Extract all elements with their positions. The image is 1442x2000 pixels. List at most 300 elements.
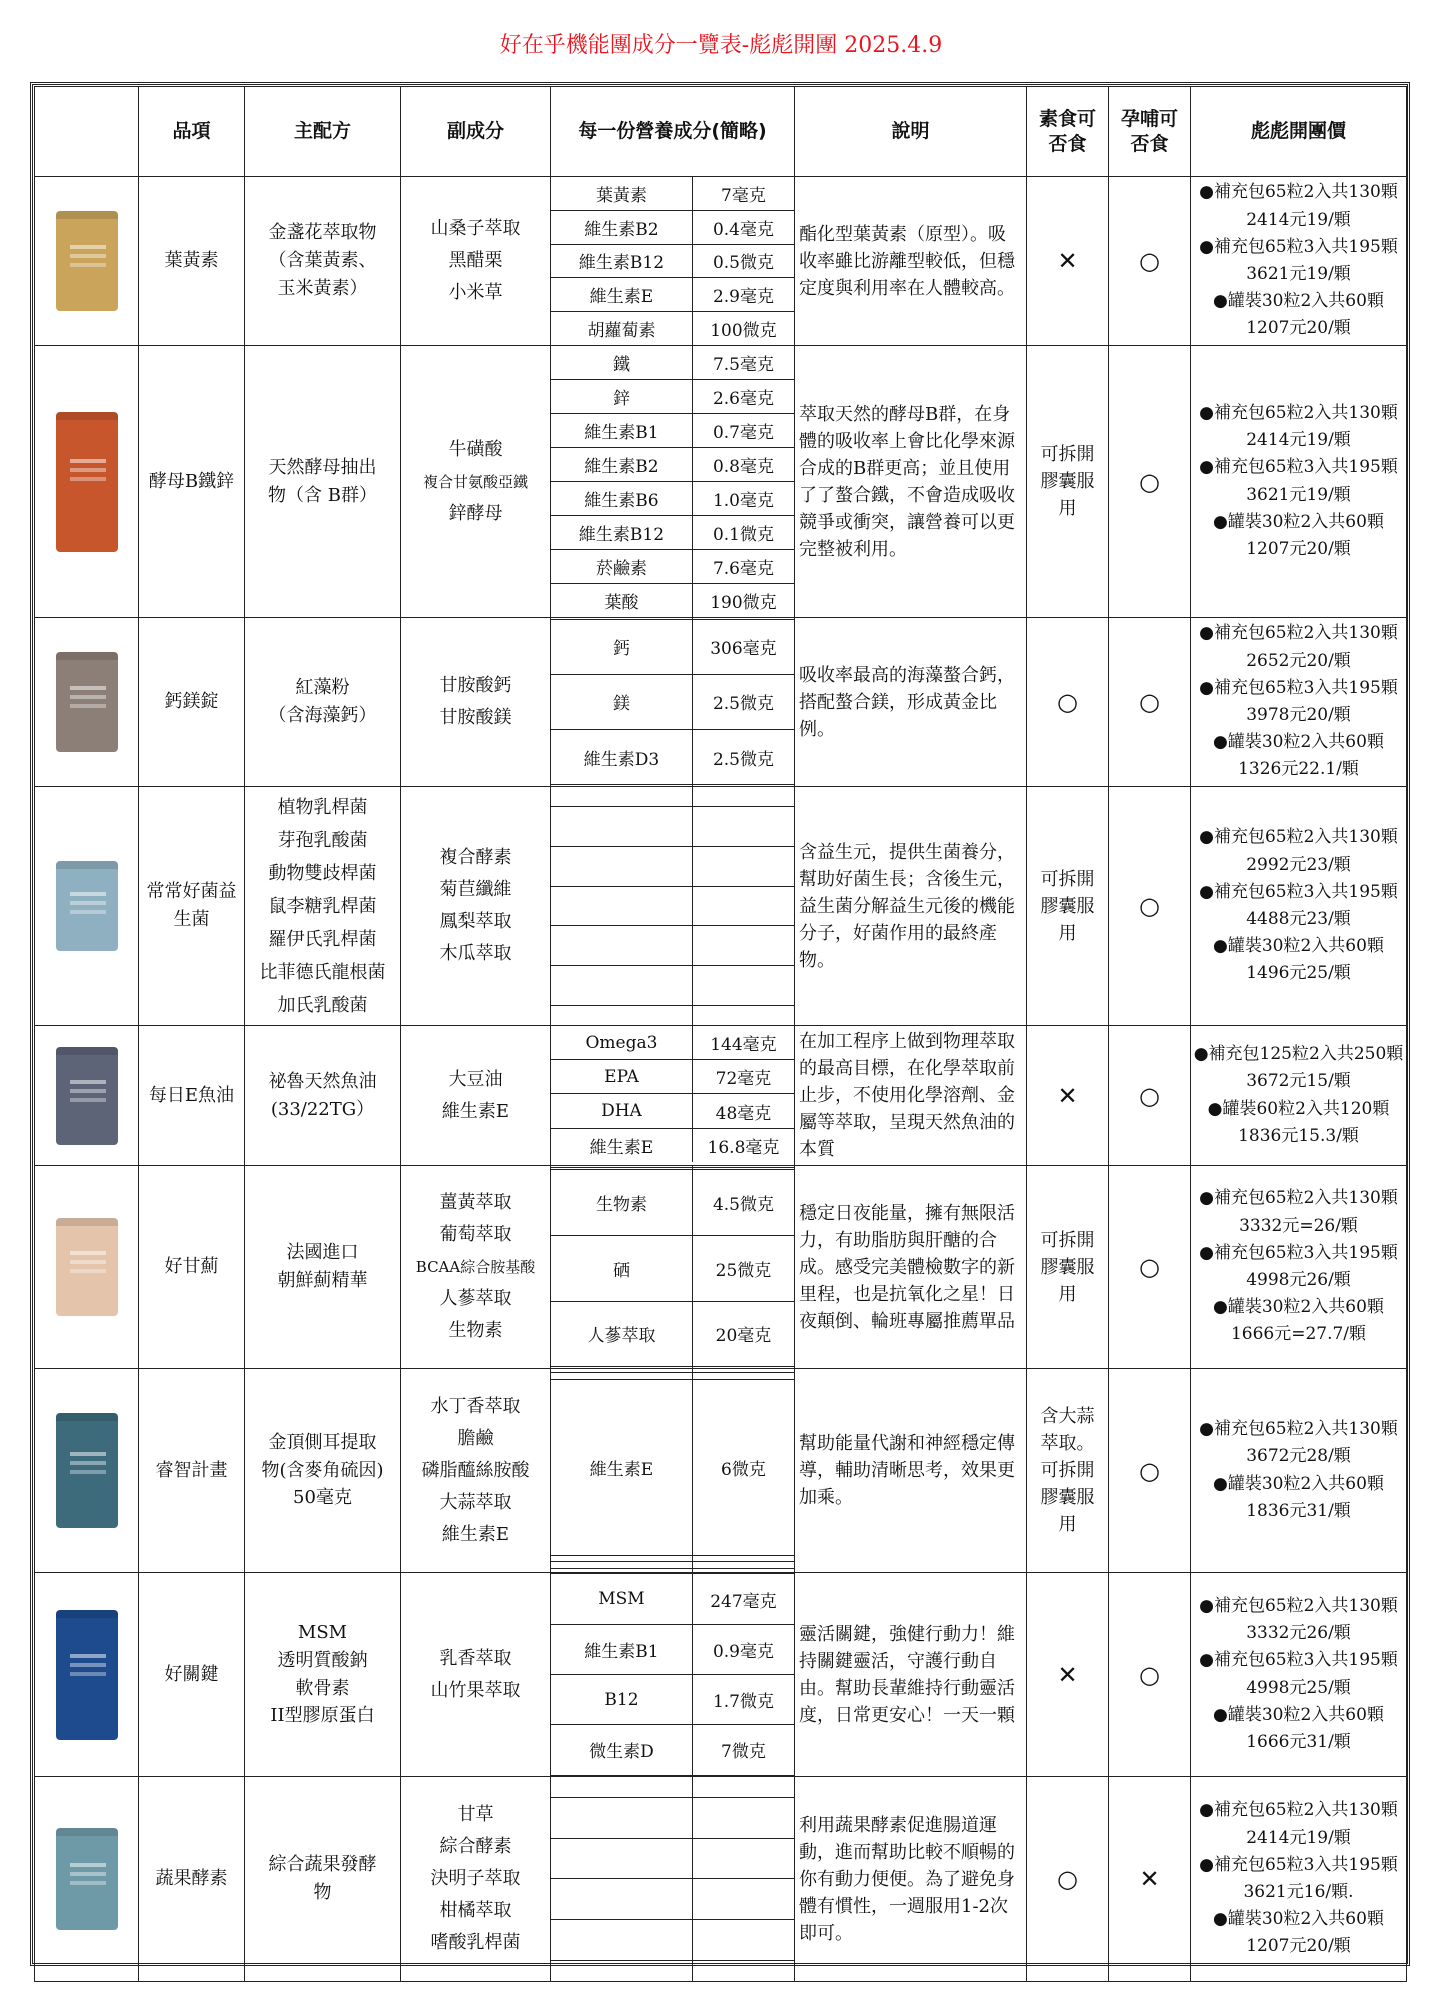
header-main-formula: 主配方 <box>245 87 401 177</box>
sub-ingredient-line: 大蒜萃取 <box>439 1491 512 1513</box>
main-formula-line: 芽孢乳酸菌 <box>277 829 368 851</box>
nutrition-cell <box>551 787 795 1026</box>
nutrient-amount: 25微克 <box>692 1235 794 1301</box>
price-option: ●補充包65粒2入共130顆3332元=26/顆 <box>1199 1188 1398 1236</box>
page-title: 好在乎機能團成分一覽表-彪彪開團 2025.4.9 <box>499 33 943 58</box>
vegetarian-status: ✕ <box>1027 1573 1109 1777</box>
header-product: 品項 <box>139 87 245 177</box>
table-row <box>35 1573 1407 1777</box>
nutrient-name: 人蔘萃取 <box>551 1301 692 1367</box>
nutrient-amount: 247毫克 <box>692 1574 794 1624</box>
group-buy-price <box>1191 787 1407 1026</box>
sub-ingredient-line: 菊苣纖維 <box>439 879 512 900</box>
nutrition-row <box>551 1301 794 1367</box>
vegetarian-status: ○ <box>1027 1777 1109 1982</box>
nutrient-amount <box>692 1777 794 1797</box>
product-pouch-icon <box>56 652 118 752</box>
nutrition-row <box>551 1379 794 1555</box>
nutrient-amount: 0.5微克 <box>692 244 794 278</box>
nutrient-amount <box>692 1562 794 1569</box>
pregnancy-status: ○ <box>1109 177 1191 346</box>
group-buy-price <box>1191 346 1407 618</box>
nutrient-amount: 144毫克 <box>692 1026 794 1060</box>
nutrient-name <box>551 807 692 847</box>
product-pouch-icon <box>56 861 118 951</box>
table-row <box>35 1777 1407 1982</box>
price-option: ●補充包65粒2入共130顆2992元23/顆 <box>1199 827 1398 875</box>
price-option: ●補充包65粒2入共130顆2414元19/顆 <box>1199 182 1398 230</box>
nutrient-amount: 4.5微克 <box>692 1170 794 1236</box>
nutrition-table <box>551 1777 794 1981</box>
price-option: ●補充包65粒2入共130顆2414元19/顆 <box>1199 402 1398 451</box>
price-option: ●補充包65粒2入共130顆3672元28/顆 <box>1199 1419 1398 1467</box>
nutrition-row <box>551 278 794 312</box>
main-formula-line: 綜合蔬果發酵 <box>268 1854 377 1876</box>
main-formula-line: (33/22TG） <box>270 1098 375 1120</box>
nutrition-row <box>551 926 794 966</box>
nutrient-name <box>551 787 692 807</box>
product-description: 含益生元，提供生菌養分，幫助好菌生長；含後生元，益生菌分解益生元後的機能分子，好菌作用的最終產物。 <box>795 787 1027 1026</box>
sub-ingredient-line: 人蔘萃取 <box>439 1288 512 1309</box>
sub-ingredient-line: BCAA綜合胺基酸 <box>415 1258 536 1276</box>
nutrient-amount: 72毫克 <box>692 1060 794 1094</box>
nutrition-row <box>551 447 794 481</box>
nutrition-row <box>551 1838 794 1879</box>
main-formula-line: 軟骨素 <box>295 1677 350 1699</box>
price-option: ●罐裝30粒2入共60顆1207元20/顆 <box>1213 511 1384 559</box>
nutrition-row <box>551 1555 794 1562</box>
main-formula-line: 動物雙歧桿菌 <box>268 862 377 884</box>
product-pouch-icon <box>56 412 118 552</box>
sub-ingredient-line: 乳香萃取 <box>439 1647 512 1669</box>
nutrient-amount: 2.5微克 <box>692 674 794 729</box>
product-image-cell <box>35 787 139 1026</box>
nutrition-table <box>551 1166 794 1368</box>
nutrient-amount: 1.7微克 <box>692 1674 794 1724</box>
main-formula-line: 天然酵母抽出 <box>268 456 377 478</box>
nutrition-row <box>551 1235 794 1301</box>
nutrient-name: 菸鹼素 <box>551 550 692 584</box>
product-description: 酯化型葉黃素（原型）。吸收率雖比游離型較低，但穩定度與利用率在人體較高。 <box>795 177 1027 346</box>
product-name: 酵母B鐵鋅 <box>139 346 245 618</box>
nutrient-amount: 2.9毫克 <box>692 278 794 312</box>
nutrient-amount <box>692 1920 794 1961</box>
sub-ingredient-line: 決明子萃取 <box>430 1868 521 1889</box>
product-pouch-icon <box>56 1828 118 1930</box>
main-formula-line: 金頂側耳提取 <box>268 1431 377 1453</box>
nutrition-table <box>551 618 794 786</box>
price-option: ●罐裝30粒2入共60顆1836元31/顆 <box>1213 1473 1384 1521</box>
sub-ingredient-line: 小米草 <box>448 282 503 303</box>
price-option: ●罐裝30粒2入共60顆1326元22.1/顆 <box>1213 732 1384 780</box>
nutrient-name: 微生素D <box>551 1725 692 1775</box>
header-image <box>35 87 139 177</box>
nutrition-row <box>551 210 794 244</box>
group-buy-price <box>1191 1573 1407 1777</box>
product-name: 睿智計畫 <box>139 1369 245 1573</box>
price-option: ●罐裝30粒2入共60顆1666元31/顆 <box>1213 1704 1384 1752</box>
sub-ingredient-line: 生物素 <box>448 1320 503 1341</box>
nutrition-row <box>551 1094 794 1128</box>
nutrient-name: 鐵 <box>551 346 692 379</box>
pregnancy-status: ✕ <box>1109 1777 1191 1982</box>
nutrient-name: 維生素B1 <box>551 413 692 447</box>
sub-ingredient-line: 甘胺酸鈣 <box>439 675 512 696</box>
nutrition-row <box>551 1624 794 1674</box>
main-formula <box>245 177 401 346</box>
nutrient-name <box>551 1569 692 1572</box>
nutrition-row <box>551 1128 794 1162</box>
header-row <box>35 87 1407 177</box>
product-image-cell <box>35 1777 139 1982</box>
nutrient-name: 維生素E <box>551 278 692 312</box>
price-option: ●罐裝60粒2入共120顆1836元15.3/顆 <box>1207 1098 1390 1146</box>
nutrient-amount: 7毫克 <box>692 177 794 210</box>
table-row <box>35 346 1407 618</box>
nutrition-row <box>551 1879 794 1920</box>
group-buy-price <box>1191 1369 1407 1573</box>
nutrient-name: 鋅 <box>551 379 692 413</box>
sub-ingredients <box>401 618 551 787</box>
nutrition-cell <box>551 1369 795 1573</box>
group-buy-price <box>1191 618 1407 787</box>
nutrient-name: EPA <box>551 1060 692 1094</box>
header-pregnancy: 孕哺可否食 <box>1109 87 1191 177</box>
nutrient-name: DHA <box>551 1094 692 1128</box>
nutrition-row <box>551 1026 794 1060</box>
main-formula-line: 加氏乳酸菌 <box>277 994 368 1016</box>
nutrient-name <box>551 1879 692 1920</box>
sub-ingredient-line: 牛磺酸 <box>448 438 503 460</box>
group-buy-price <box>1191 1777 1407 1982</box>
price-option: ●罐裝30粒2入共60顆1207元20/顆 <box>1213 1909 1384 1957</box>
sub-ingredients <box>401 787 551 1026</box>
sub-ingredient-line: 甘草 <box>457 1804 494 1825</box>
product-name: 鈣鎂錠 <box>139 618 245 787</box>
nutrient-amount: 1.0毫克 <box>692 481 794 515</box>
main-formula-line: 物（含 B群） <box>268 484 377 506</box>
nutrient-name: 硒 <box>551 1235 692 1301</box>
nutrient-name: 維生素B1 <box>551 1624 692 1674</box>
nutrition-row <box>551 1372 794 1379</box>
nutrient-amount: 190微克 <box>692 584 794 617</box>
price-option: ●補充包65粒2入共130顆3332元26/顆 <box>1199 1595 1398 1644</box>
price-option: ●罐裝30粒2入共60顆1666元=27.7/顆 <box>1213 1297 1384 1345</box>
price-option: ●補充包65粒3入共195顆4998元26/顆 <box>1199 1242 1398 1290</box>
nutrient-name <box>551 1005 692 1025</box>
nutrition-row <box>551 177 794 210</box>
nutrition-row <box>551 1562 794 1569</box>
nutrition-row <box>551 1569 794 1572</box>
nutrition-cell <box>551 177 795 346</box>
nutrient-amount: 0.8毫克 <box>692 447 794 481</box>
sub-ingredient-line: 大豆油 <box>448 1068 503 1090</box>
sub-ingredient-line: 柑橘萃取 <box>439 1900 512 1921</box>
nutrition-table <box>551 346 794 617</box>
main-formula-line: MSM <box>297 1621 348 1643</box>
nutrient-name: 葉黃素 <box>551 177 692 210</box>
pregnancy-status: ○ <box>1109 618 1191 787</box>
nutrient-name: 維生素B2 <box>551 210 692 244</box>
sub-ingredient-line: 磷脂醯絲胺酸 <box>421 1459 530 1481</box>
product-name: 常常好菌益生菌 <box>139 787 245 1026</box>
nutrient-amount: 48毫克 <box>692 1094 794 1128</box>
nutrient-name <box>551 1961 692 1981</box>
price-option: ●罐裝30粒2入共60顆1496元25/顆 <box>1213 936 1384 984</box>
product-pouch-icon <box>56 1218 118 1316</box>
table-row <box>35 1369 1407 1573</box>
nutrient-amount: 0.9毫克 <box>692 1624 794 1674</box>
price-option: ●補充包65粒3入共195顆3621元19/顆 <box>1199 457 1398 505</box>
main-formula <box>245 1369 401 1573</box>
product-description: 靈活關鍵，強健行動力！維持關鍵靈活，守護行動自由。幫助長輩維持行動靈活度，日常更安心！一天一顆 <box>795 1573 1027 1777</box>
header-nutrition: 每一份營養成分(簡略) <box>551 87 795 177</box>
nutrition-row <box>551 312 794 345</box>
main-formula <box>245 1573 401 1777</box>
sub-ingredient-line: 鳳梨萃取 <box>439 911 512 932</box>
price-option: ●罐裝30粒2入共60顆1207元20/顆 <box>1213 291 1384 339</box>
sub-ingredients <box>401 1166 551 1369</box>
group-buy-price <box>1191 1026 1407 1166</box>
sub-ingredients <box>401 1777 551 1982</box>
nutrition-row <box>551 886 794 926</box>
product-image-cell <box>35 1166 139 1369</box>
nutrient-name <box>551 1838 692 1879</box>
table-row <box>35 787 1407 1026</box>
main-formula-line: （含海藻鈣） <box>268 705 377 726</box>
product-name: 好甘薊 <box>139 1166 245 1369</box>
price-option: ●補充包65粒3入共195顆3621元19/顆 <box>1199 236 1398 284</box>
main-formula-line: 祕魯天然魚油 <box>268 1070 377 1092</box>
vegetarian-status: 可拆開膠囊服用 <box>1027 787 1109 1026</box>
sub-ingredient-line: 山桑子萃取 <box>430 218 521 239</box>
nutrition-row <box>551 787 794 807</box>
sub-ingredient-line: 綜合酵素 <box>439 1836 512 1857</box>
nutrient-amount <box>692 1569 794 1572</box>
sub-ingredients <box>401 1369 551 1573</box>
main-formula-line: 50毫克 <box>293 1487 352 1509</box>
nutrient-amount: 6微克 <box>692 1379 794 1555</box>
pregnancy-status: ○ <box>1109 1166 1191 1369</box>
nutrient-name: 維生素D3 <box>551 730 692 785</box>
nutrition-row <box>551 481 794 515</box>
nutrition-row <box>551 674 794 729</box>
product-image-cell <box>35 1026 139 1166</box>
nutrition-cell <box>551 618 795 787</box>
nutrient-amount: 100微克 <box>692 312 794 345</box>
sub-ingredient-line: 維生素E <box>441 1523 510 1545</box>
vegetarian-status: 可拆開膠囊服用 <box>1027 1166 1109 1369</box>
main-formula-line: 法國進口 <box>286 1242 359 1264</box>
nutrient-name <box>551 926 692 966</box>
nutrition-row <box>551 1170 794 1236</box>
pregnancy-status: ○ <box>1109 1369 1191 1573</box>
product-image-cell <box>35 346 139 618</box>
nutrient-name <box>551 1920 692 1961</box>
main-formula-line: 羅伊氏乳桿菌 <box>268 928 377 950</box>
price-option: ●補充包65粒3入共195顆3621元16/顆. <box>1199 1854 1398 1902</box>
main-formula-line: II型膠原蛋白 <box>270 1705 375 1727</box>
nutrient-name: Omega3 <box>551 1026 692 1060</box>
nutrition-table <box>551 1369 794 1572</box>
nutrient-name: B12 <box>551 1674 692 1724</box>
main-formula <box>245 1166 401 1369</box>
sub-ingredients <box>401 177 551 346</box>
sub-ingredient-line: 鋅酵母 <box>448 502 503 524</box>
nutrient-name: 維生素B12 <box>551 244 692 278</box>
main-formula-line: 朝鮮薊精華 <box>277 1270 368 1291</box>
sub-ingredient-line: 複合酵素 <box>439 847 512 868</box>
nutrient-name: 維生素E <box>551 1379 692 1555</box>
nutrition-row <box>551 1725 794 1775</box>
nutrient-name <box>551 1562 692 1569</box>
nutrient-name: 維生素B6 <box>551 481 692 515</box>
nutrient-name <box>551 886 692 926</box>
nutrient-name: 葉酸 <box>551 584 692 617</box>
price-option: ●補充包65粒2入共130顆2652元20/顆 <box>1199 623 1398 671</box>
vegetarian-status: 可拆開膠囊服用 <box>1027 346 1109 618</box>
nutrient-name: 維生素B2 <box>551 447 692 481</box>
sub-ingredient-line: 葡萄萃取 <box>439 1224 512 1245</box>
nutrient-amount: 7.6毫克 <box>692 550 794 584</box>
sub-ingredient-line: 水丁香萃取 <box>430 1395 521 1417</box>
product-name: 好關鍵 <box>139 1573 245 1777</box>
nutrition-row <box>551 584 794 617</box>
nutrition-cell <box>551 1573 795 1777</box>
nutrient-amount <box>692 846 794 886</box>
product-table <box>34 86 1407 1982</box>
nutrient-amount <box>692 886 794 926</box>
nutrition-cell <box>551 1026 795 1166</box>
product-name: 葉黃素 <box>139 177 245 346</box>
nutrition-row <box>551 1674 794 1724</box>
nutrient-name <box>551 1555 692 1562</box>
price-option: ●補充包65粒2入共130顆2414元19/顆 <box>1199 1800 1398 1848</box>
main-formula <box>245 787 401 1026</box>
nutrient-amount: 0.1微克 <box>692 516 794 550</box>
nutrition-row <box>551 1920 794 1961</box>
nutrient-amount <box>692 1372 794 1379</box>
nutrient-amount <box>692 787 794 807</box>
nutrition-row <box>551 516 794 550</box>
sub-ingredients <box>401 1573 551 1777</box>
nutrient-name <box>551 846 692 886</box>
header-price: 彪彪開團價 <box>1191 87 1407 177</box>
nutrition-table <box>551 1026 794 1162</box>
nutrient-name: 生物素 <box>551 1170 692 1236</box>
nutrition-row <box>551 807 794 847</box>
vegetarian-status: ○ <box>1027 618 1109 787</box>
table-row <box>35 1166 1407 1369</box>
price-option: ●補充包65粒3入共195顆4488元23/顆 <box>1199 881 1398 929</box>
vegetarian-status: ✕ <box>1027 177 1109 346</box>
nutrient-amount: 2.5微克 <box>692 730 794 785</box>
main-formula-line: 鼠李糖乳桿菌 <box>268 895 377 917</box>
product-image-cell <box>35 1573 139 1777</box>
nutrient-amount: 20毫克 <box>692 1301 794 1367</box>
table-row <box>35 618 1407 787</box>
nutrition-row <box>551 1797 794 1838</box>
nutrient-amount <box>692 1797 794 1838</box>
nutrient-name: 維生素B12 <box>551 516 692 550</box>
main-formula <box>245 618 401 787</box>
product-pouch-icon <box>56 1413 118 1528</box>
header-description: 說明 <box>795 87 1027 177</box>
nutrient-amount: 7微克 <box>692 1725 794 1775</box>
nutrition-table <box>551 177 794 345</box>
nutrition-table <box>551 787 794 1025</box>
sub-ingredient-line: 木瓜萃取 <box>439 943 512 964</box>
sub-ingredient-line: 維生素E <box>441 1100 510 1122</box>
product-description: 吸收率最高的海藻螯合鈣，搭配螯合鎂，形成黃金比例。 <box>795 618 1027 787</box>
product-description: 穩定日夜能量，擁有無限活力，有助脂肪與肝醣的合成。感受完美體檢數字的新里程，也是抗氧化之星！日夜顛倒、輪班專屬推薦單品 <box>795 1166 1027 1369</box>
product-description: 在加工程序上做到物理萃取的最高目標，在化學萃取前止步，不使用化學溶劑、金屬等萃取，呈現天然魚油的本質 <box>795 1026 1027 1166</box>
nutrition-row <box>551 1961 794 1981</box>
vegetarian-status: ✕ <box>1027 1026 1109 1166</box>
nutrition-row <box>551 965 794 1005</box>
main-formula <box>245 1777 401 1982</box>
main-formula-line: 金盞花萃取物 <box>268 222 377 244</box>
main-formula <box>245 1026 401 1166</box>
price-option: ●補充包65粒3入共195顆3978元20/顆 <box>1199 677 1398 725</box>
nutrition-row <box>551 550 794 584</box>
sub-ingredient-line: 黑醋栗 <box>448 250 503 271</box>
main-formula-line: 紅藻粉 <box>295 677 350 699</box>
sub-ingredients <box>401 346 551 618</box>
nutrient-name <box>551 1777 692 1797</box>
product-description: 利用蔬果酵素促進腸道運動，進而幫助比較不順暢的你有動力便便。為了避免身體有慣性，一週服用1-2次即可。 <box>795 1777 1027 1982</box>
header-sub-ingredients: 副成分 <box>401 87 551 177</box>
price-option: ●補充包125粒2入共250顆3672元15/顆 <box>1193 1044 1404 1092</box>
nutrient-amount <box>692 1879 794 1920</box>
main-formula-line: 物(含麥角硫因) <box>261 1459 384 1481</box>
product-description: 幫助能量代謝和神經穩定傳導，輔助清晰思考，效果更加乘。 <box>795 1369 1027 1573</box>
main-formula-line: 比菲德氏龍根菌 <box>259 961 386 983</box>
nutrition-row <box>551 1060 794 1094</box>
nutrition-row <box>551 1777 794 1797</box>
nutrient-amount <box>692 1005 794 1025</box>
nutrient-name <box>551 1372 692 1379</box>
nutrient-amount: 2.6毫克 <box>692 379 794 413</box>
table-row <box>35 1026 1407 1166</box>
nutrient-name: 維生素E <box>551 1128 692 1162</box>
nutrient-amount: 0.7毫克 <box>692 413 794 447</box>
nutrient-name: 胡蘿蔔素 <box>551 312 692 345</box>
nutrition-table <box>551 1573 794 1776</box>
nutrition-row <box>551 619 794 674</box>
nutrient-amount <box>692 807 794 847</box>
product-name: 蔬果酵素 <box>139 1777 245 1982</box>
nutrient-name <box>551 1797 692 1838</box>
main-formula-line: 玉米黃素） <box>277 277 368 299</box>
nutrient-amount <box>692 965 794 1005</box>
nutrient-amount: 16.8毫克 <box>692 1128 794 1162</box>
nutrition-row <box>551 244 794 278</box>
product-pouch-icon <box>56 211 118 311</box>
nutrient-amount: 306毫克 <box>692 619 794 674</box>
product-image-cell <box>35 618 139 787</box>
nutrient-name <box>551 965 692 1005</box>
main-formula-line: 植物乳桿菌 <box>277 796 368 818</box>
sub-ingredient-line: 山竹果萃取 <box>430 1679 521 1701</box>
group-buy-price <box>1191 1166 1407 1369</box>
main-formula-line: 透明質酸鈉 <box>277 1649 368 1671</box>
main-formula <box>245 346 401 618</box>
pregnancy-status: ○ <box>1109 1573 1191 1777</box>
sub-ingredients <box>401 1026 551 1166</box>
nutrition-row <box>551 846 794 886</box>
nutrition-row <box>551 346 794 379</box>
